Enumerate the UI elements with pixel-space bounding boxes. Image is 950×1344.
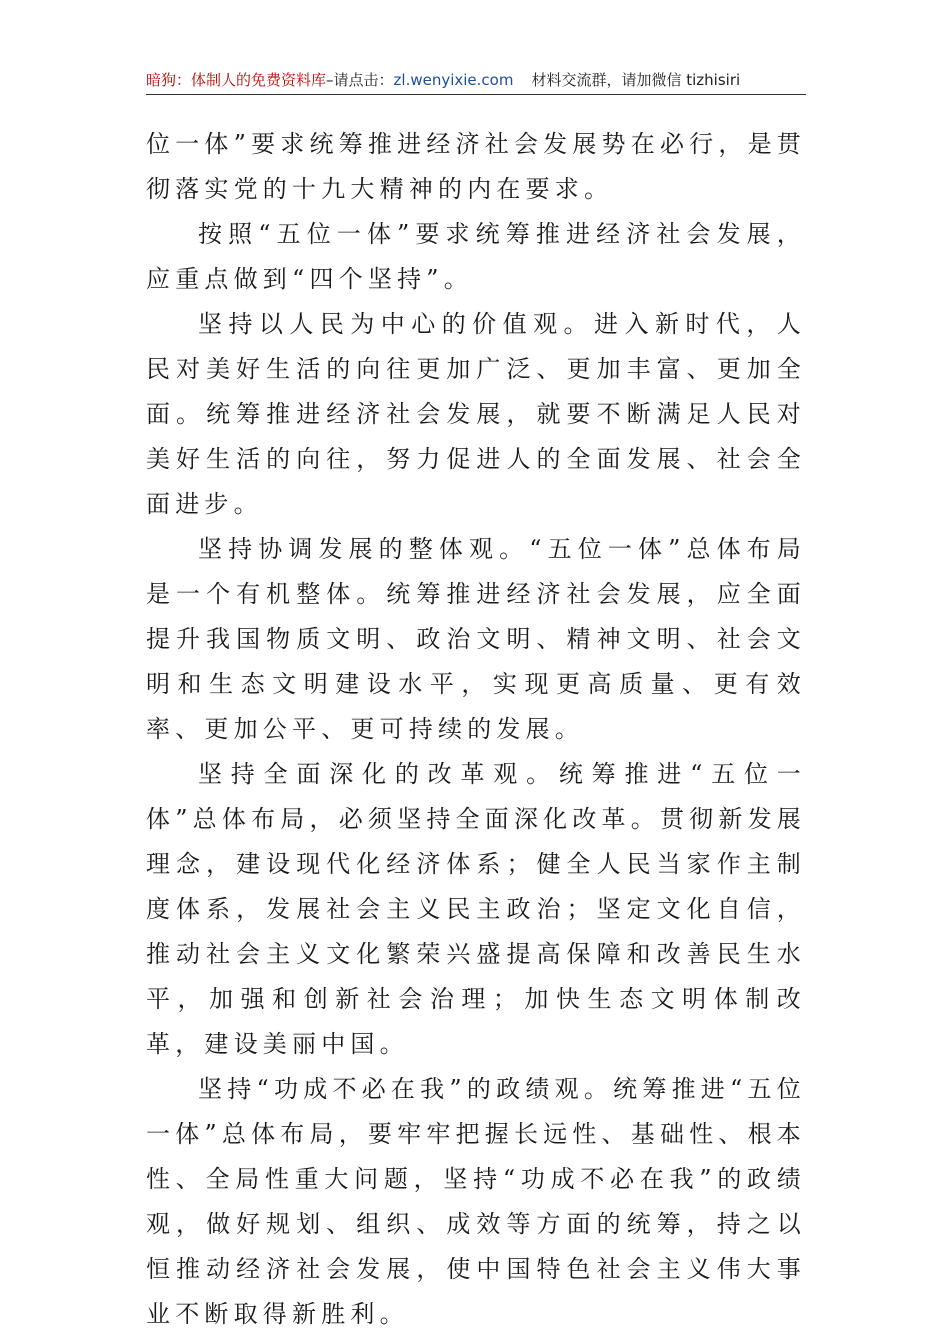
header-wechat-note: 材料交流群，请加微信 tizhisiri <box>531 71 741 89</box>
header-link[interactable]: zl.wenyixie.com <box>393 71 514 89</box>
page-header <box>146 66 806 95</box>
paragraph-continuation: 位一体”要求统筹推进经济社会发展势在必行，是贯彻落实党的十九大精神的内在要求。 <box>146 130 806 203</box>
paragraph-deepening-reform: 坚持全面深化的改革观。统筹推进“五位一体”总体布局，必须坚持全面深化改革。贯彻新发展理念，建设现代化经济体系；健全人民当家作主制度体系，发展社会主义民主政治；坚定文化自信，推动社会主义文化繁荣兴盛提高保障和改善民生水平，加强和创新社会治理；加快生态文明体制改革，建设美丽中国。 <box>146 760 806 1058</box>
document-body <box>146 122 806 1337</box>
paragraph-performance-view: 坚持“功成不必在我”的政绩观。统筹推进“五位一体”总体布局，要牢牢把握长远性、基础性、根本性、全局性重大问题，坚持“功成不必在我”的政绩观，做好规划、组织、成效等方面的统筹，持之以恒推动经济社会发展，使中国特色社会主义伟大事业不断取得新胜利。 <box>146 1075 806 1328</box>
paragraph-coordinated-development: 坚持协调发展的整体观。“五位一体”总体布局是一个有机整体。统筹推进经济社会发展，应全面提升我国物质文明、政治文明、精神文明、社会文明和生态文明建设水平，实现更高质量、更有效率、更加公平、更可持续的发展。 <box>146 535 806 743</box>
header-brand: 暗狗：体制人的免费资料库 <box>146 71 327 89</box>
header-prompt: –请点击： <box>326 71 394 89</box>
paragraph-intro-four-insistences: 按照“五位一体”要求统筹推进经济社会发展，应重点做到“四个坚持”。 <box>146 220 806 293</box>
paragraph-people-centered: 坚持以人民为中心的价值观。进入新时代，人民对美好生活的向往更加广泛、更加丰富、更加全面。统筹推进经济社会发展，就要不断满足人民对美好生活的向往，努力促进人的全面发展、社会全面进步。 <box>146 310 806 518</box>
